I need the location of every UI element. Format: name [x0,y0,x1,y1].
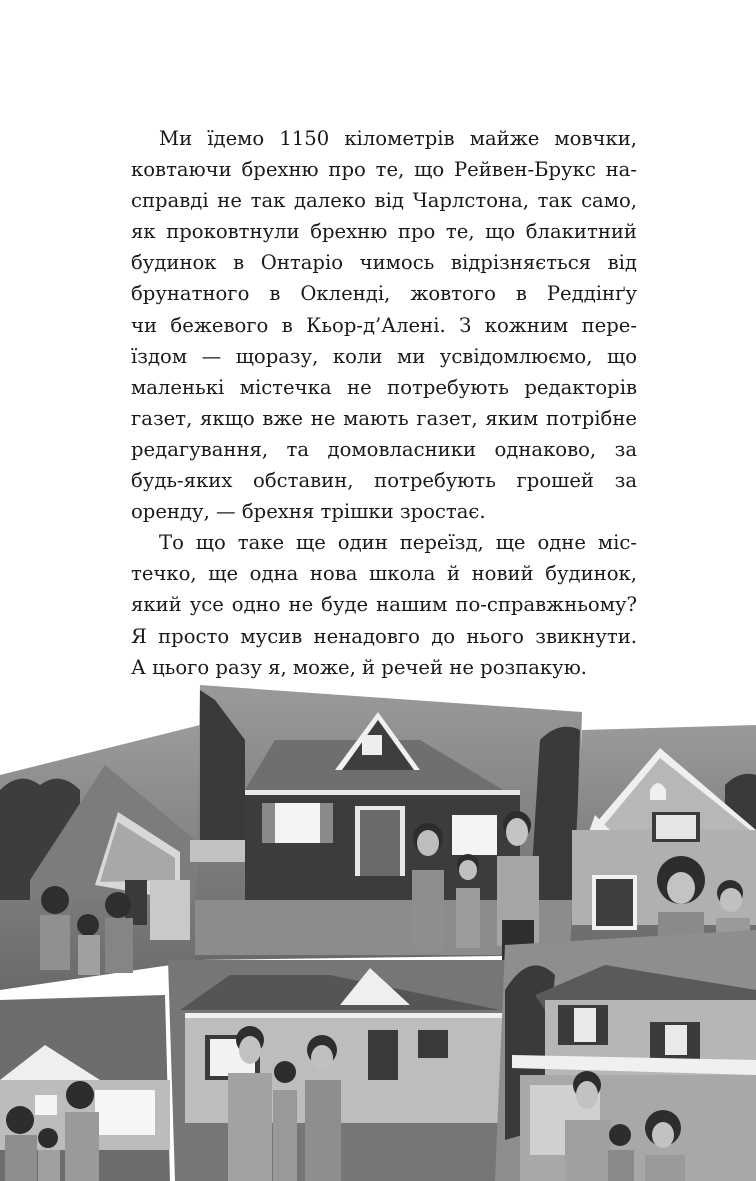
text-line: маленькі містечка не потребують редакторів [131,375,637,399]
photo-center-dark-house-family [190,685,582,960]
text-line: А цього разу я, може, й речей не розпакую. [131,655,587,679]
text-line: який усе одно не буде нашим по-справжньому? [131,593,637,617]
text-line: газет, якщо вже не мають газет, яким потрібне [131,406,637,430]
text-line: течко, ще одна нова школа й новий будинок, [131,562,637,586]
text-line: То що таке ще один переїзд, ще одне міс- [159,531,637,555]
text-line: їздом — щоразу, коли ми усвідомлюємо, що [131,344,637,368]
text-line: редагування, та домовласники однаково, за [131,437,637,461]
book-text [131,123,637,683]
photo-bottom-left-house-family [0,995,170,1181]
text-line: чи бежевого в Кьор-д’Алені. З кожним пере- [131,313,637,337]
text-line: брунатного в Окленді, жовтого в Реддінґу [131,282,637,306]
text-line: справді не так далеко від Чарлстона, так само, [131,189,637,213]
text-line: ковтаючи брехню про те, що Рейвен-Брукс на- [131,158,637,182]
text-line: Я просто мусив ненадовго до нього звикнути. [131,624,637,648]
photo-right-light-house-family [570,725,756,955]
photo-bottom-right-house-grumpy-family [495,930,756,1181]
text-line: будь-яких обставин, потребують грошей за [131,469,637,493]
family-houses-collage-illustration [0,675,756,1181]
paragraph-1 [131,123,637,527]
photo-bottom-center-house-family [168,960,515,1181]
text-line: оренду, — брехня трішки зростає. [131,500,486,524]
photo-left-house-smiling-family [0,725,205,990]
text-line: як проковтнули брехню про те, що блакитний [131,220,637,244]
text-line: Ми їдемо 1150 кілометрів майже мовчки, [159,127,637,150]
text-line: будинок в Онтаріо чимось відрізняється від [131,251,637,275]
paragraph-2 [131,527,637,682]
